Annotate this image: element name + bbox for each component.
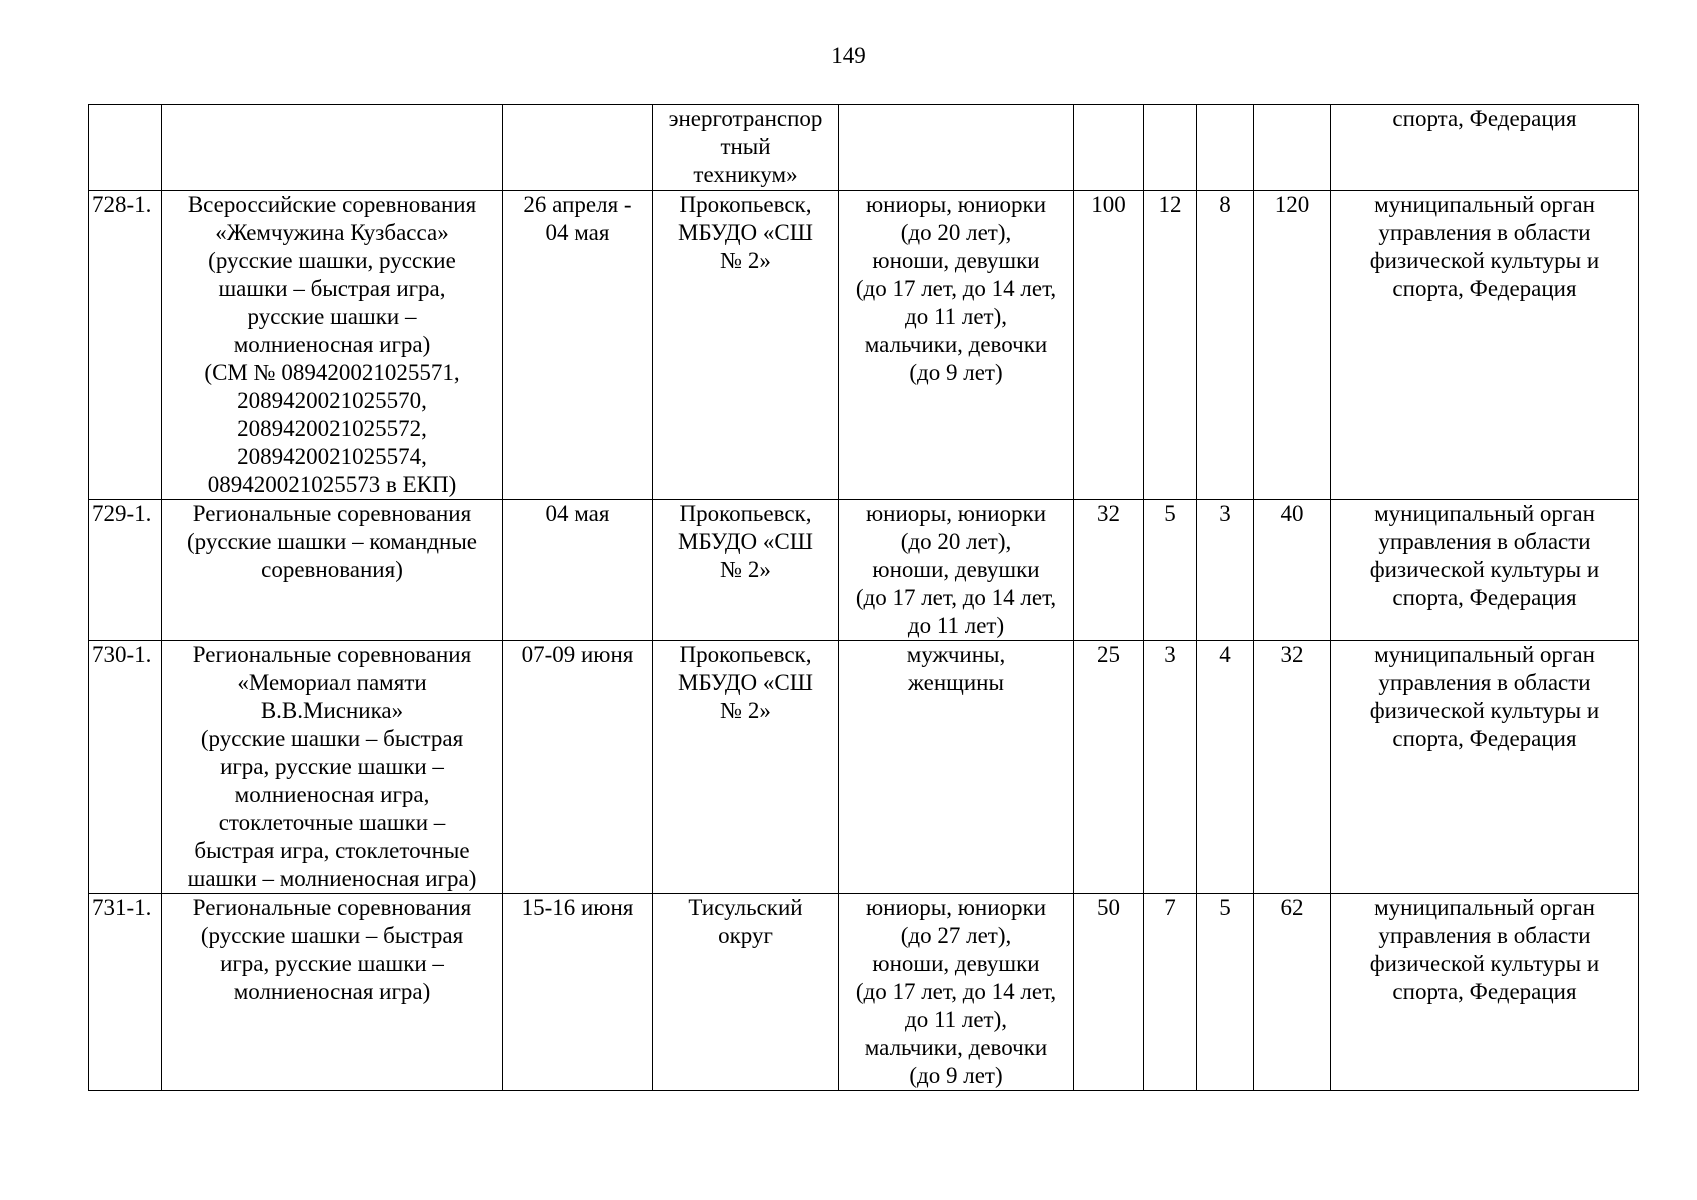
event-name-cell-line: игра, русские шашки – (220, 951, 444, 976)
event-name-cell-line: молниеносная игра, (234, 782, 430, 807)
event-name-cell (162, 641, 503, 894)
event-name-cell (162, 894, 503, 1091)
organizer-cell-line: управления в области (1378, 220, 1591, 245)
table-row (89, 641, 1639, 894)
event-place-cell (653, 641, 839, 894)
coaches-count-cell: 7 (1144, 894, 1197, 1091)
event-name-cell-line: (СМ № 089420021025571, (204, 360, 460, 385)
total-count-cell (1254, 105, 1331, 191)
event-place-cell-line: тный (720, 134, 771, 159)
participant-category-cell-line: (до 17 лет, до 14 лет, (855, 585, 1057, 610)
row-number-cell (89, 105, 162, 191)
organizer-cell (1331, 105, 1639, 191)
table-row (89, 500, 1639, 641)
participant-category-cell-line: юноши, девушки (872, 951, 1040, 976)
row-number-cell: 728-1. (89, 191, 162, 500)
participant-category-cell-line: мужчины, (906, 642, 1006, 667)
participant-category-cell-line: юноши, девушки (872, 557, 1040, 582)
event-date-cell (503, 500, 653, 641)
table-row (89, 894, 1639, 1091)
event-name-cell-line: 2089420021025570, (237, 388, 427, 413)
event-name-cell-line: шашки – молниеносная игра) (187, 866, 477, 891)
coaches-count-cell: 3 (1144, 641, 1197, 894)
row-number-cell: 729-1. (89, 500, 162, 641)
event-name-cell-line: шашки – быстрая игра, (218, 276, 446, 301)
organizer-cell-line: спорта, Федерация (1392, 106, 1577, 131)
event-name-cell-line: стоклеточные шашки – (218, 810, 446, 835)
event-date-cell-line: 04 мая (545, 220, 610, 245)
event-name-cell-line: (русские шашки – быстрая (200, 726, 464, 751)
participant-category-cell-line: (до 20 лет), (900, 529, 1012, 554)
organizer-cell-line: спорта, Федерация (1392, 276, 1577, 301)
event-place-cell-line: округ (718, 923, 773, 948)
organizer-cell-line: муниципальный орган (1374, 192, 1595, 217)
event-date-cell (503, 894, 653, 1091)
organizer-cell-line: муниципальный орган (1374, 895, 1595, 920)
event-name-cell (162, 105, 503, 191)
organizer-cell-line: спорта, Федерация (1392, 726, 1577, 751)
total-count-cell: 40 (1254, 500, 1331, 641)
event-place-cell-line: МБУДО «СШ (678, 220, 813, 245)
event-name-cell-line: (русские шашки – командные (187, 529, 477, 554)
event-name-cell-line: молниеносная игра) (233, 979, 431, 1004)
event-name-cell-line: Региональные соревнования (192, 895, 472, 920)
organizer-cell (1331, 500, 1639, 641)
participant-category-cell (839, 500, 1074, 641)
event-date-cell-line: 04 мая (545, 501, 610, 526)
event-date-cell (503, 641, 653, 894)
participant-category-cell-line: (до 9 лет) (909, 1063, 1003, 1088)
participants-count-cell: 25 (1074, 641, 1144, 894)
organizer-cell-line: муниципальный орган (1374, 501, 1595, 526)
page-number: 149 (831, 43, 866, 68)
coaches-count-cell (1144, 105, 1197, 191)
judges-count-cell: 5 (1197, 894, 1254, 1091)
event-name-cell-line: соревнования) (261, 557, 403, 582)
event-date-cell-line: 15-16 июня (521, 895, 634, 920)
organizer-cell-line: управления в области (1378, 529, 1591, 554)
judges-count-cell (1197, 105, 1254, 191)
event-place-cell-line: № 2» (720, 698, 771, 723)
event-place-cell (653, 191, 839, 500)
row-number-cell: 731-1. (89, 894, 162, 1091)
organizer-cell-line: физической культуры и (1369, 248, 1600, 273)
participant-category-cell-line: мальчики, девочки (864, 1035, 1048, 1060)
participant-category-cell (839, 191, 1074, 500)
event-place-cell-line: Тисульский (688, 895, 803, 920)
event-place-cell-line: МБУДО «СШ (678, 529, 813, 554)
participant-category-cell-line: (до 27 лет), (900, 923, 1012, 948)
event-name-cell-line: Всероссийские соревнования (187, 192, 477, 217)
table-body (89, 105, 1639, 1091)
coaches-count-cell: 12 (1144, 191, 1197, 500)
event-name-cell-line: игра, русские шашки – (220, 754, 444, 779)
judges-count-cell: 8 (1197, 191, 1254, 500)
participants-count-cell: 32 (1074, 500, 1144, 641)
participant-category-cell-line: юниоры, юниорки (865, 192, 1047, 217)
participant-category-cell-line: (до 17 лет, до 14 лет, (855, 276, 1057, 301)
total-count-cell: 32 (1254, 641, 1331, 894)
participant-category-cell-line: мальчики, девочки (864, 332, 1048, 357)
event-name-cell (162, 500, 503, 641)
judges-count-cell: 4 (1197, 641, 1254, 894)
event-name-cell-line: 089420021025573 в ЕКП) (207, 472, 457, 497)
participants-count-cell: 100 (1074, 191, 1144, 500)
events-table (88, 104, 1639, 1091)
event-name-cell-line: 2089420021025574, (237, 444, 427, 469)
organizer-cell-line: управления в области (1378, 923, 1591, 948)
event-date-cell-line: 26 апреля - (523, 192, 632, 217)
event-name-cell-line: Региональные соревнования (192, 642, 472, 667)
event-date-cell-line: 07-09 июня (521, 642, 634, 667)
participant-category-cell-line: женщины (908, 670, 1004, 695)
event-place-cell-line: энерготранспор (668, 106, 823, 131)
total-count-cell: 120 (1254, 191, 1331, 500)
participant-category-cell-line: (до 20 лет), (900, 220, 1012, 245)
event-name-cell-line: «Жемчужина Кузбасса» (215, 220, 449, 245)
organizer-cell-line: спорта, Федерация (1392, 585, 1577, 610)
event-place-cell-line: № 2» (720, 248, 771, 273)
event-place-cell-line: Прокопьевск, (679, 192, 812, 217)
event-name-cell-line: Региональные соревнования (192, 501, 472, 526)
organizer-cell-line: физической культуры и (1369, 557, 1600, 582)
participant-category-cell-line: юноши, девушки (872, 248, 1040, 273)
participant-category-cell-line: юниоры, юниорки (865, 895, 1047, 920)
participants-count-cell (1074, 105, 1144, 191)
organizer-cell-line: муниципальный орган (1374, 642, 1595, 667)
organizer-cell-line: физической культуры и (1369, 951, 1600, 976)
participant-category-cell-line: до 11 лет), (905, 1007, 1007, 1032)
participant-category-cell-line: (до 9 лет) (909, 360, 1003, 385)
event-place-cell-line: Прокопьевск, (679, 501, 812, 526)
event-date-cell (503, 191, 653, 500)
table-row (89, 105, 1639, 191)
event-name-cell-line: (русские шашки, русские (208, 248, 456, 273)
total-count-cell: 62 (1254, 894, 1331, 1091)
event-place-cell-line: № 2» (720, 557, 771, 582)
table-row (89, 191, 1639, 500)
organizer-cell-line: физической культуры и (1369, 698, 1600, 723)
organizer-cell (1331, 894, 1639, 1091)
event-name-cell-line: «Мемориал памяти (237, 670, 427, 695)
event-name-cell-line: быстрая игра, стоклеточные (194, 838, 470, 863)
organizer-cell-line: управления в области (1378, 670, 1591, 695)
event-name-cell-line: (русские шашки – быстрая (200, 923, 464, 948)
event-name-cell-line: русские шашки – (247, 304, 417, 329)
event-place-cell-line: техникум» (693, 162, 798, 187)
organizer-cell-line: спорта, Федерация (1392, 979, 1577, 1004)
event-name-cell-line: В.В.Мисника» (260, 698, 404, 723)
row-number-cell: 730-1. (89, 641, 162, 894)
event-date-cell (503, 105, 653, 191)
event-name-cell-line: молниеносная игра) (233, 332, 431, 357)
organizer-cell (1331, 191, 1639, 500)
participant-category-cell (839, 641, 1074, 894)
participant-category-cell-line: юниоры, юниорки (865, 501, 1047, 526)
coaches-count-cell: 5 (1144, 500, 1197, 641)
event-place-cell (653, 500, 839, 641)
participant-category-cell-line: (до 17 лет, до 14 лет, (855, 979, 1057, 1004)
participant-category-cell-line: до 11 лет) (907, 613, 1005, 638)
event-place-cell (653, 894, 839, 1091)
event-place-cell (653, 105, 839, 191)
judges-count-cell: 3 (1197, 500, 1254, 641)
organizer-cell (1331, 641, 1639, 894)
event-place-cell-line: Прокопьевск, (679, 642, 812, 667)
participants-count-cell: 50 (1074, 894, 1144, 1091)
participant-category-cell (839, 105, 1074, 191)
event-name-cell-line: 2089420021025572, (237, 416, 427, 441)
event-place-cell-line: МБУДО «СШ (678, 670, 813, 695)
participant-category-cell-line: до 11 лет), (905, 304, 1007, 329)
participant-category-cell (839, 894, 1074, 1091)
event-name-cell (162, 191, 503, 500)
